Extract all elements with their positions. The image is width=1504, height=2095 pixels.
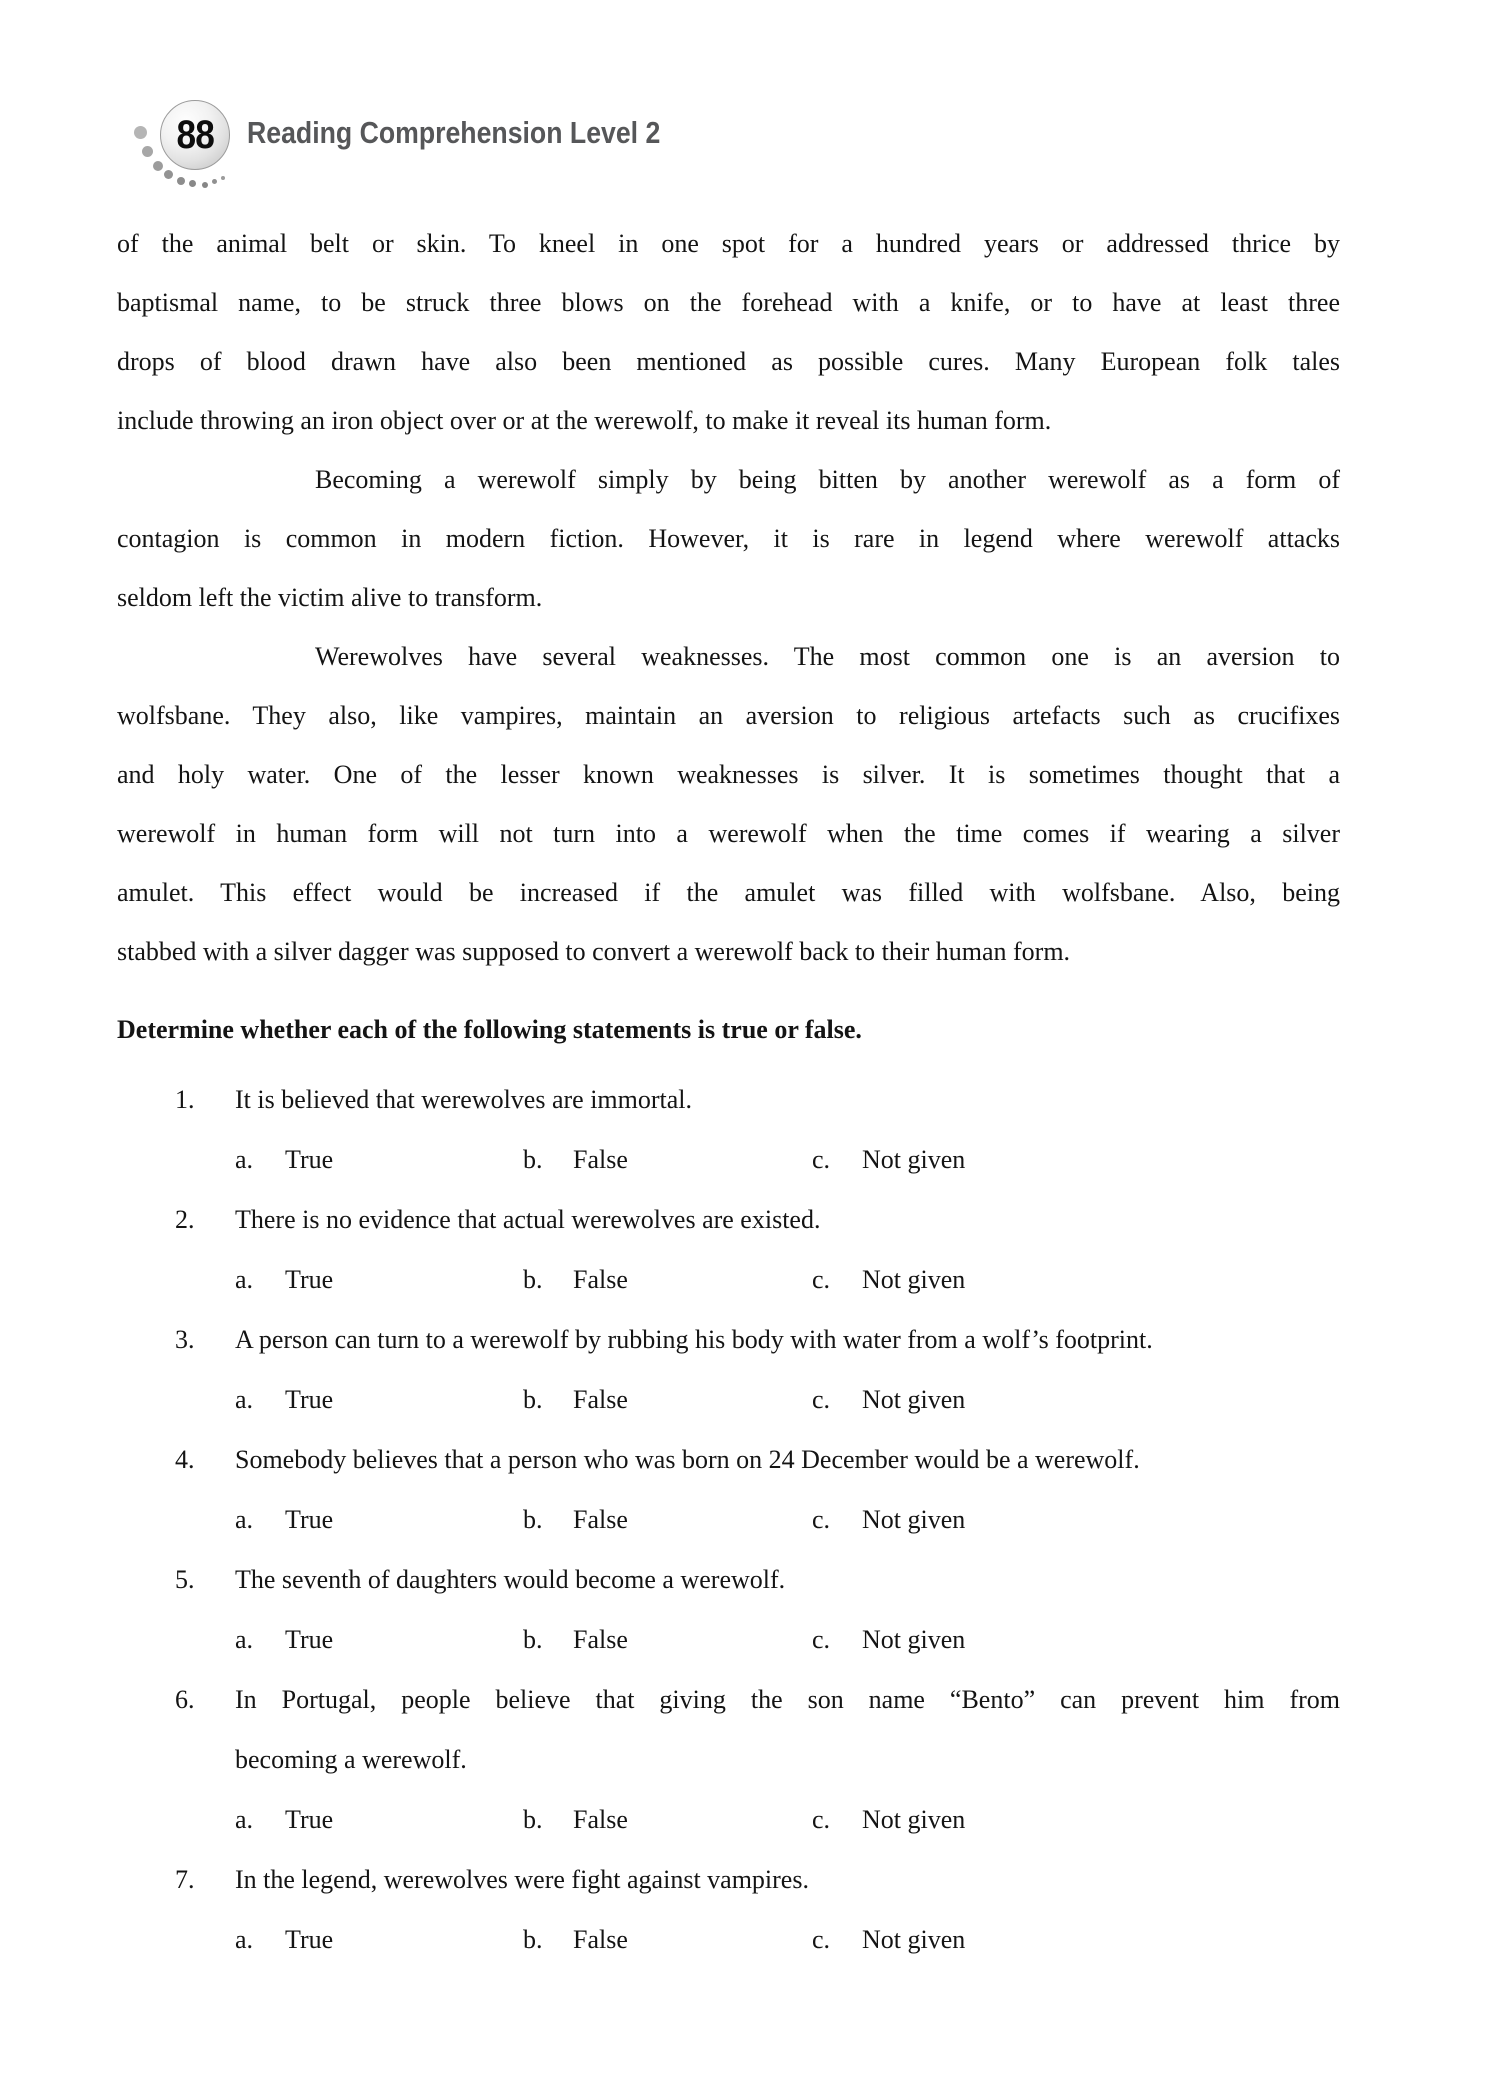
dot-icon: [202, 182, 208, 188]
page-header: [0, 0, 1504, 200]
option-marker: b.: [523, 1385, 543, 1414]
passage-line: werewolf in human form will not turn into a werewolf when the time comes if wearing a silver: [117, 819, 1340, 848]
option-marker: a.: [235, 1805, 254, 1834]
option-item: [812, 1910, 1340, 1970]
option-label: True: [285, 1925, 334, 1954]
option-marker: b.: [523, 1505, 543, 1534]
option-item: [523, 1490, 812, 1550]
passage-line: baptismal name, to be struck three blows on the forehead with a knife, or to have at least three: [117, 288, 1340, 317]
option-marker: c.: [812, 1925, 831, 1954]
dot-icon: [164, 170, 173, 179]
option-item: [523, 1790, 812, 1850]
question-text-line: In Portugal, people believe that giving the son name “Bento” can prevent him from: [235, 1685, 1340, 1714]
page-content: [117, 214, 1340, 1970]
passage-line: Becoming a werewolf simply by being bitten by another werewolf as a form of: [315, 465, 1340, 494]
page-number: 88: [176, 112, 214, 157]
option-label: Not given: [862, 1625, 966, 1654]
option-label: True: [285, 1805, 334, 1834]
question-text: [235, 1550, 1340, 1610]
option-label: False: [573, 1265, 628, 1294]
question-text: [235, 1070, 1340, 1130]
option-item: [523, 1910, 812, 1970]
option-marker: c.: [812, 1625, 831, 1654]
page-number-badge: [160, 100, 230, 170]
option-marker: a.: [235, 1625, 254, 1654]
option-item: [235, 1130, 523, 1190]
question-item: [117, 1430, 1340, 1490]
question-number: 2.: [175, 1205, 195, 1234]
question-item: [117, 1550, 1340, 1610]
option-label: True: [285, 1505, 334, 1534]
option-marker: a.: [235, 1505, 254, 1534]
passage-line: seldom left the victim alive to transform.: [117, 583, 543, 612]
passage-line: and holy water. One of the lesser known weaknesses is silver. It is sometimes thought that a: [117, 760, 1340, 789]
passage-line: wolfsbane. They also, like vampires, maintain an aversion to religious artefacts such as crucifixes: [117, 701, 1340, 730]
options-row: [117, 1250, 1340, 1310]
option-marker: b.: [523, 1145, 543, 1174]
option-item: [812, 1250, 1340, 1310]
dot-icon: [177, 177, 185, 185]
question-number: 3.: [175, 1325, 195, 1354]
question-item: [117, 1190, 1340, 1250]
option-label: False: [573, 1145, 628, 1174]
question-number: 1.: [175, 1085, 195, 1114]
passage-line: stabbed with a silver dagger was supposed to convert a werewolf back to their human form.: [117, 937, 1071, 966]
question-number: 5.: [175, 1565, 195, 1594]
option-label: False: [573, 1925, 628, 1954]
option-label: True: [285, 1265, 334, 1294]
option-item: [235, 1250, 523, 1310]
question-item: [117, 1310, 1340, 1370]
passage-line: of the animal belt or skin. To kneel in one spot for a hundred years or addressed thrice by: [117, 229, 1340, 258]
option-item: [523, 1370, 812, 1430]
option-item: [523, 1130, 812, 1190]
option-label: Not given: [862, 1925, 966, 1954]
options-row: [117, 1370, 1340, 1430]
question-item: [117, 1070, 1340, 1130]
options-row: [117, 1610, 1340, 1670]
question-text: [235, 1430, 1340, 1490]
option-item: [812, 1490, 1340, 1550]
options-row: [117, 1790, 1340, 1850]
question-number: 4.: [175, 1445, 195, 1474]
option-marker: b.: [523, 1925, 543, 1954]
option-item: [235, 1610, 523, 1670]
question-number: 7.: [175, 1865, 195, 1894]
option-label: False: [573, 1805, 628, 1834]
option-label: Not given: [862, 1385, 966, 1414]
question-text: [235, 1670, 1340, 1790]
option-marker: c.: [812, 1145, 831, 1174]
option-marker: b.: [523, 1625, 543, 1654]
option-item: [235, 1370, 523, 1430]
option-label: False: [573, 1385, 628, 1414]
question-list: [117, 1070, 1340, 1970]
page-title: Reading Comprehension Level 2: [247, 115, 661, 150]
option-marker: c.: [812, 1265, 831, 1294]
option-marker: c.: [812, 1805, 831, 1834]
question-number: 6.: [175, 1685, 195, 1714]
option-item: [812, 1790, 1340, 1850]
question-item: [117, 1670, 1340, 1790]
question-text-line: There is no evidence that actual werewolves are existed.: [235, 1205, 821, 1234]
passage-line: drops of blood drawn have also been mentioned as possible cures. Many European folk tales: [117, 347, 1340, 376]
option-label: True: [285, 1385, 334, 1414]
option-item: [235, 1790, 523, 1850]
option-item: [235, 1490, 523, 1550]
option-marker: a.: [235, 1385, 254, 1414]
option-marker: a.: [235, 1265, 254, 1294]
option-label: True: [285, 1145, 334, 1174]
passage-line: include throwing an iron object over or at the werewolf, to make it reveal its human form.: [117, 406, 1052, 435]
question-text: [235, 1190, 1340, 1250]
question-text-line: A person can turn to a werewolf by rubbing his body with water from a wolf’s footprint.: [235, 1325, 1153, 1354]
dot-icon: [212, 179, 217, 184]
question-text: [235, 1850, 1340, 1910]
dot-icon: [142, 146, 153, 157]
question-text-line: Somebody believes that a person who was born on 24 December would be a werewolf.: [235, 1445, 1140, 1474]
question-text-line: The seventh of daughters would become a werewolf.: [235, 1565, 786, 1594]
passage-line: Werewolves have several weaknesses. The most common one is an aversion to: [315, 642, 1340, 671]
option-item: [812, 1370, 1340, 1430]
option-item: [812, 1610, 1340, 1670]
dot-icon: [134, 126, 147, 139]
option-marker: b.: [523, 1805, 543, 1834]
options-row: [117, 1130, 1340, 1190]
question-text-line: becoming a werewolf.: [235, 1745, 467, 1774]
option-marker: c.: [812, 1505, 831, 1534]
option-label: False: [573, 1505, 628, 1534]
option-item: [235, 1910, 523, 1970]
option-item: [812, 1130, 1340, 1190]
option-label: Not given: [862, 1805, 966, 1834]
instruction-heading: Determine whether each of the following statements is true or false.: [117, 1015, 862, 1044]
option-label: Not given: [862, 1265, 966, 1294]
option-label: Not given: [862, 1145, 966, 1174]
option-item: [523, 1250, 812, 1310]
question-text: [235, 1310, 1340, 1370]
question-text-line: It is believed that werewolves are immortal.: [235, 1085, 693, 1114]
option-label: Not given: [862, 1505, 966, 1534]
question-text-line: In the legend, werewolves were fight against vampires.: [235, 1865, 809, 1894]
dot-icon: [221, 176, 225, 180]
option-marker: b.: [523, 1265, 543, 1294]
passage-line: contagion is common in modern fiction. However, it is rare in legend where werewolf attacks: [117, 524, 1340, 553]
option-marker: a.: [235, 1925, 254, 1954]
options-row: [117, 1910, 1340, 1970]
option-label: False: [573, 1625, 628, 1654]
option-marker: c.: [812, 1385, 831, 1414]
passage-line: amulet. This effect would be increased if the amulet was filled with wolfsbane. Also, being: [117, 878, 1340, 907]
dot-icon: [189, 180, 196, 187]
option-item: [523, 1610, 812, 1670]
option-marker: a.: [235, 1145, 254, 1174]
reading-passage: [117, 214, 1340, 981]
dot-icon: [153, 161, 163, 171]
option-label: True: [285, 1625, 334, 1654]
question-item: [117, 1850, 1340, 1910]
options-row: [117, 1490, 1340, 1550]
